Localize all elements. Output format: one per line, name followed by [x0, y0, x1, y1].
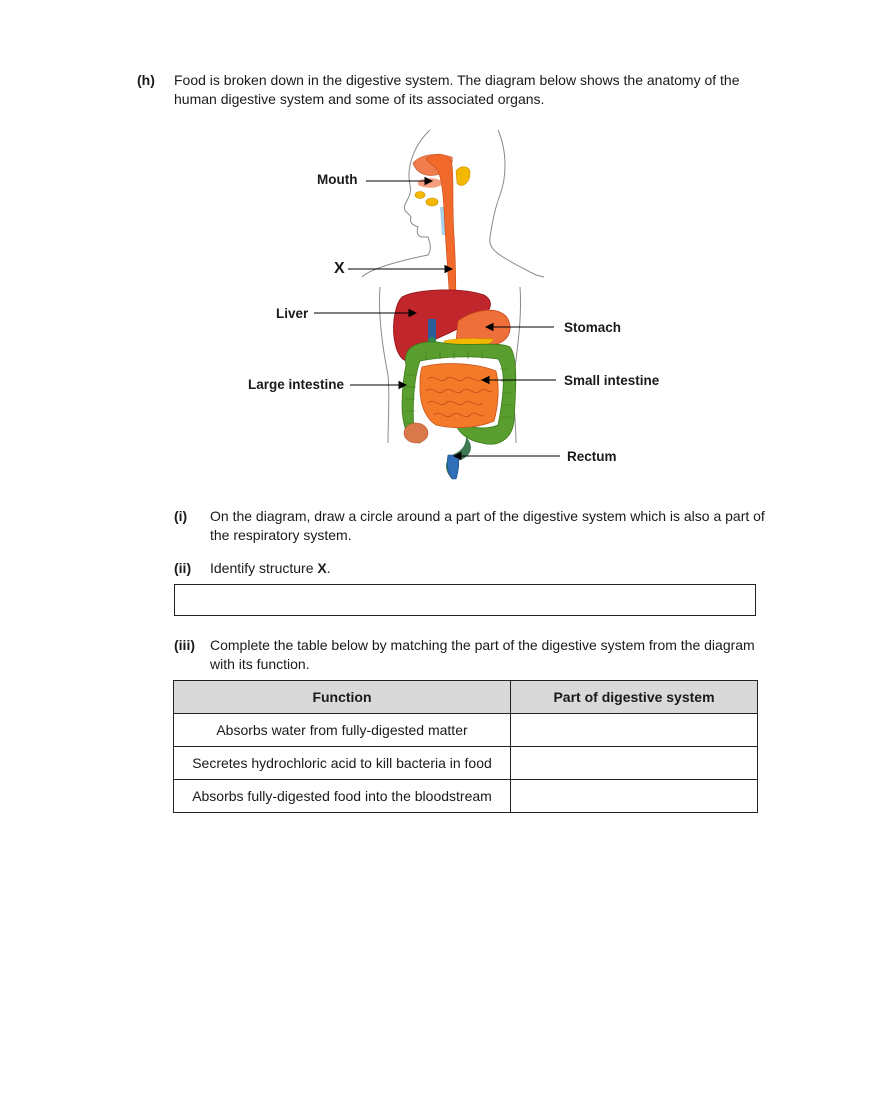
part-i-text: On the diagram, draw a circle around a part of the digestive system which is also a part of the respiratory system.: [210, 508, 765, 543]
function-cell: Secretes hydrochloric acid to kill bacteria in food: [174, 747, 511, 780]
function-matching-table: [173, 680, 758, 813]
part-ii-label: (ii): [174, 560, 192, 576]
question-h-label: (h): [137, 72, 155, 88]
part-i-label: (i): [174, 508, 188, 524]
small-intestine-label: Small intestine: [564, 373, 660, 388]
table-header-row: [174, 681, 758, 714]
function-column-header: Function: [174, 681, 511, 714]
answer-cell[interactable]: [511, 714, 758, 747]
large-intestine-label: Large intestine: [248, 377, 345, 392]
question-h-text: Food is broken down in the digestive system. The diagram below shows the anatomy of the human digestive system and some of its associated organs.: [174, 72, 740, 107]
structure-x-answer-box[interactable]: [174, 584, 756, 616]
answer-cell[interactable]: [511, 747, 758, 780]
part-ii-text-suffix: .: [326, 560, 331, 576]
part-iii-text: Complete the table below by matching the part of the digestive system from the diagram with its function.: [210, 637, 755, 672]
x-label: X: [334, 260, 345, 277]
mouth-label: Mouth: [317, 172, 358, 187]
table-row: [174, 780, 758, 813]
part-column-header: Part of digestive system: [511, 681, 758, 714]
rectum-label: Rectum: [567, 449, 617, 464]
function-cell: Absorbs water from fully-digested matter: [174, 714, 511, 747]
table-row: [174, 747, 758, 780]
answer-cell[interactable]: [511, 780, 758, 813]
part-ii-text-prefix: Identify structure: [210, 560, 318, 576]
liver-label: Liver: [276, 306, 309, 321]
function-cell: Absorbs fully-digested food into the bloodstream: [174, 780, 511, 813]
part-iii-label: (iii): [174, 637, 195, 653]
part-ii-text-bold: X: [317, 560, 327, 576]
table-row: [174, 714, 758, 747]
part-ii-text: [210, 559, 331, 578]
stomach-label: Stomach: [564, 320, 622, 335]
